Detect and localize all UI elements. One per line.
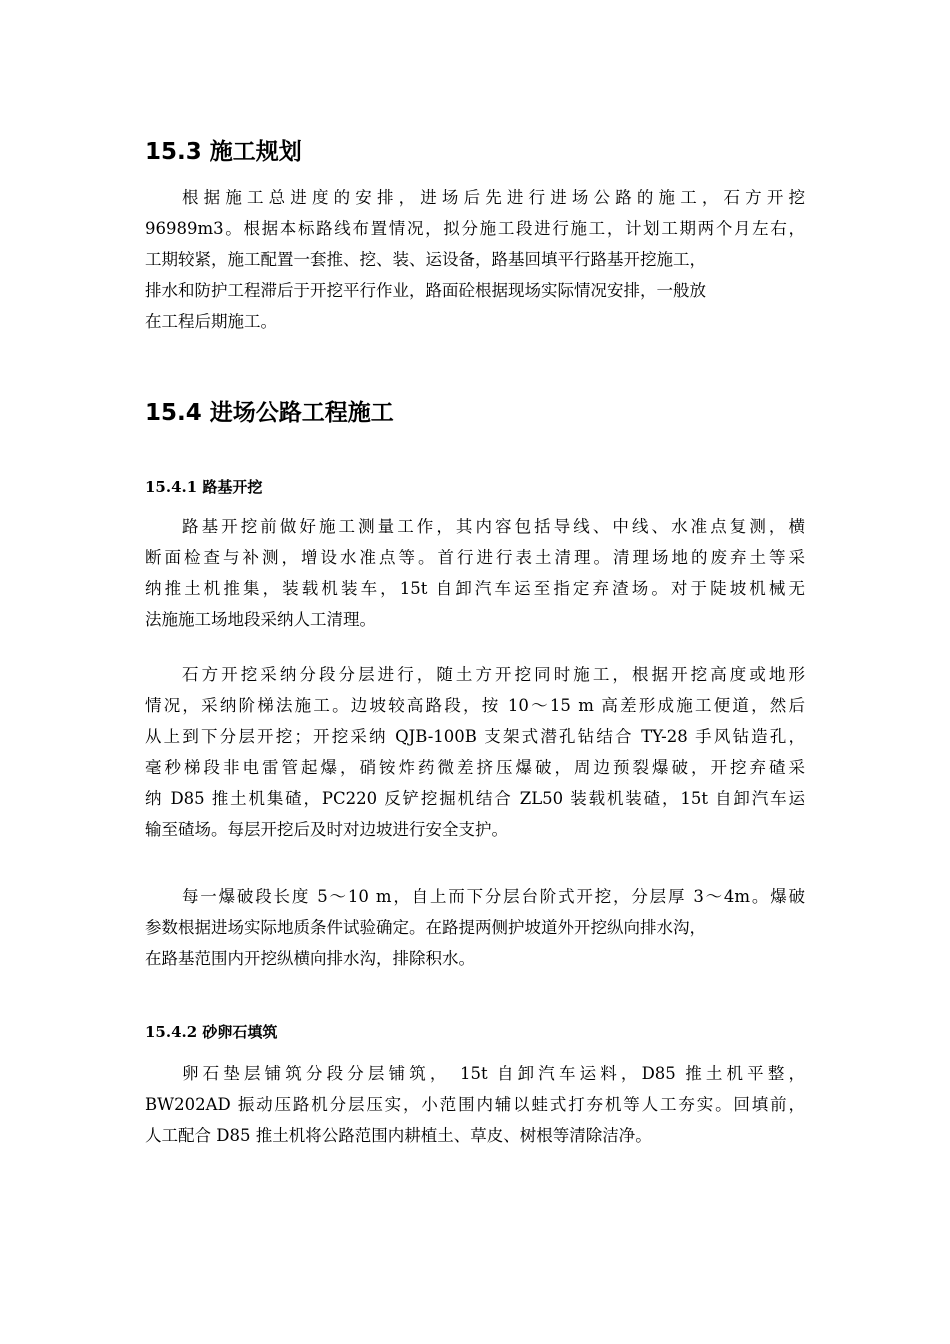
paragraph-line: 路基开挖前做好施工测量工作，其内容包括导线、中线、水准点复测，横 (182, 517, 805, 536)
paragraph-15-4-1-c (145, 881, 805, 974)
paragraph-line: 毫秒梯段非电雷管起爆，硝铵炸药微差挤压爆破，周边预裂爆破，开挖弃碴采 (145, 758, 805, 777)
paragraph-line: 法施施工场地段采纳人工清理。 (145, 610, 376, 629)
paragraph-line: 人工配合 D85 推土机将公路范围内耕植土、草皮、树根等清除洁净。 (145, 1126, 652, 1145)
paragraph-line: 石方开挖采纳分段分层进行，随土方开挖同时施工，根据开挖高度或地形 (182, 665, 805, 684)
paragraph-line: 在工程后期施工。 (145, 312, 277, 331)
subsection-heading-15-4-2: 15.4.2 砂卵石填筑 (145, 1023, 278, 1041)
paragraph-line: 纳推土机推集，装载机装车，15t 自卸汽车运至指定弃渣场。对于陡坡机械无 (145, 579, 805, 598)
paragraph-line: 输至碴场。每层开挖后及时对边坡进行安全支护。 (145, 820, 508, 839)
paragraph-15-4-1-b (145, 659, 805, 845)
paragraph-15-4-1-a (145, 511, 805, 635)
paragraph-15-4-2 (145, 1058, 805, 1151)
subsection-heading-15-4-1: 15.4.1 路基开挖 (145, 478, 263, 496)
paragraph-line: 卵石垫层铺筑分段分层铺筑， 15t 自卸汽车运料，D85 推土机平整， (182, 1064, 805, 1083)
paragraph-line: BW202AD 振动压路机分层压实，小范围内辅以蛙式打夯机等人工夯实。回填前， (145, 1095, 805, 1114)
paragraph-line: 断面检查与补测，增设水准点等。首行进行表土清理。清理场地的废弃土等采 (145, 548, 805, 567)
paragraph-line: 每一爆破段长度 5～10 m，自上而下分层台阶式开挖，分层厚 3～4m。爆破 (182, 887, 805, 906)
section-heading-15-4: 15.4 进场公路工程施工 (145, 400, 394, 426)
paragraph-line: 排水和防护工程滞后于开挖平行作业，路面砼根据现场实际情况安排，一般放 (145, 281, 706, 300)
paragraph-line: 参数根据进场实际地质条件试验确定。在路提两侧护坡道外开挖纵向排水沟， (145, 918, 706, 937)
paragraph-line: 情况，采纳阶梯法施工。边坡较高路段，按 10～15 m 高差形成施工便道，然后 (145, 696, 805, 715)
section-heading-15-3: 15.3 施工规划 (145, 139, 302, 165)
paragraph-line: 工期较紧，施工配置一套推、挖、装、运设备，路基回填平行路基开挖施工， (145, 250, 706, 269)
paragraph-line: 根据施工总进度的安排，进场后先进行进场公路的施工，石方开挖 (182, 188, 805, 207)
paragraph-line: 在路基范围内开挖纵横向排水沟，排除积水。 (145, 949, 475, 968)
paragraph-line: 96989m3。根据本标路线布置情况，拟分施工段进行施工，计划工期两个月左右， (145, 219, 805, 238)
paragraph-line: 纳 D85 推土机集碴，PC220 反铲挖掘机结合 ZL50 装载机装碴，15t 自卸汽车运 (145, 789, 805, 808)
paragraph-15-3 (145, 182, 805, 337)
paragraph-line: 从上到下分层开挖；开挖采纳 QJB-100B 支架式潜孔钻结合 TY-28 手风钻造孔， (145, 727, 805, 746)
